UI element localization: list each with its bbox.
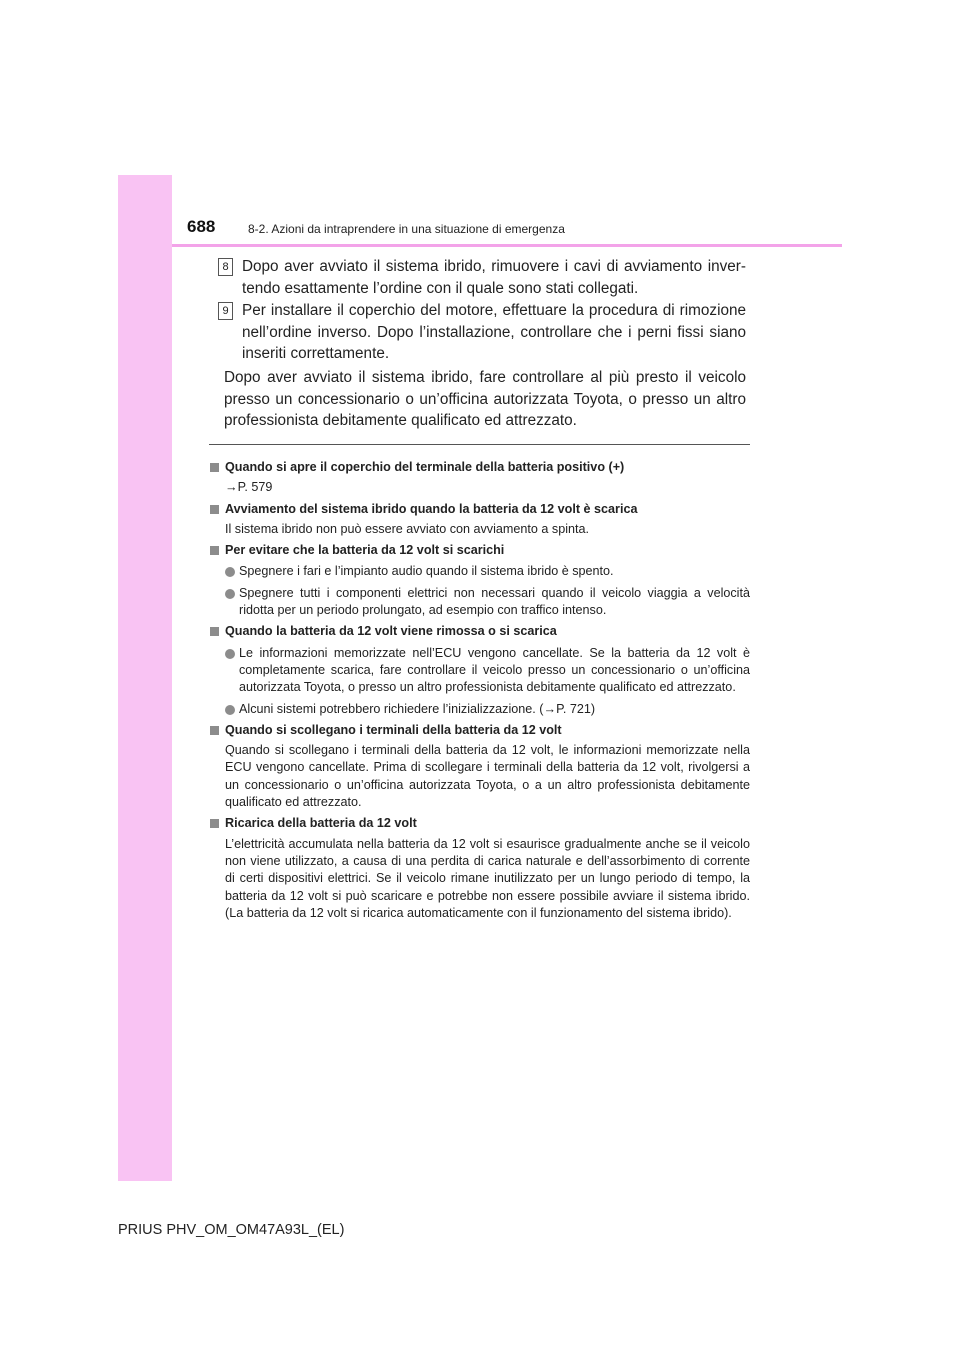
note-paragraph: Quando si scollegano i terminali della batteria da 12 volt, le informazioni memorizzate nella ECU vengono cancellate. Prima di scollegare i terminali della batteria da 12 volt, rivolgersi a un concessionario o un’officina autorizzata Toyota, o a un altro professionista debitamente qualificato ed attrezzato. <box>225 743 750 810</box>
square-bullet-icon <box>210 726 219 735</box>
note-bullet: Spegnere tutti i componenti elettrici non necessari quando il veicolo viaggia a velocità ridotta per un periodo prolungato, ad esempio con traffico intenso. <box>210 585 750 620</box>
note-paragraph: Il sistema ibrido non può essere avviato con avviamento a spinta. <box>225 521 590 536</box>
note-heading: Quando la batteria da 12 volt viene rimossa o si scarica <box>210 623 750 640</box>
note-heading: Avviamento del sistema ibrido quando la batteria da 12 volt è scarica <box>210 501 750 518</box>
page-number: 688 <box>187 217 216 236</box>
after-text: Dopo aver avviato il sistema ibrido, fare controllare al più presto il veicolo presso un concessionario o un’officina autorizzata Toyota, o presso un altro professionista debitamente qualificato ed attrezzato. <box>224 369 746 429</box>
note-bullet: Alcuni sistemi potrebbero richiedere l’inizializzazione. (→P. 721) <box>210 701 750 718</box>
note-bullet: Spegnere i fari e l’impianto audio quando il sistema ibrido è spento. <box>210 563 750 580</box>
square-bullet-icon <box>210 546 219 555</box>
step-number: 9 <box>218 302 233 320</box>
note-heading: Quando si apre il coperchio del terminale della batteria positivo (+) <box>210 459 750 476</box>
header-line <box>172 244 842 247</box>
step-8 <box>218 256 746 299</box>
square-bullet-icon <box>210 463 219 472</box>
notes-section <box>210 455 750 922</box>
note-paragraph: L’elettricità accumulata nella batteria da 12 volt si esaurisce gradualmente anche se il veicolo non viene utilizzato, a causa di una perdita di carica naturale e dell’assorbimento di corrente di certi dispositivi elettrici. Se il veicolo rimane inutilizzato per un lungo periodo di tempo, la batteria da 12 volt si può scaricare e potrebbe non essere possibile avviare il sistema ibrido. (La batteria da 12 volt si ricarica automaticamente con il funzionamento del sistema ibrido). <box>225 836 750 920</box>
circle-bullet-icon <box>225 589 235 599</box>
step-text: Per installare il coperchio del motore, effettuare la procedura di rimozione nell’ordine inverso. Dopo l’installazione, controllare che i perni fissi siano inseriti correttamente. <box>242 302 746 362</box>
step-9 <box>218 300 746 365</box>
note-heading: Per evitare che la batteria da 12 volt si scarichi <box>210 542 750 559</box>
footer-model-code: PRIUS PHV_OM_OM47A93L_(EL) <box>118 1222 345 1238</box>
square-bullet-icon <box>210 627 219 636</box>
step-text: Dopo aver avviato il sistema ibrido, rimuovere i cavi di avviamento invertendo esattamente l’ordine con il quale sono stati collegati. <box>242 258 746 297</box>
square-bullet-icon <box>210 819 219 828</box>
note-bullet: Le informazioni memorizzate nell’ECU vengono cancellate. Se la batteria da 12 volt è completamente scarica, fare controllare il veicolo presso un concessionario o un’officina autorizzata Toyota, o presso un altro professionista debitamente qualificato ed attrezzato. <box>210 645 750 697</box>
circle-bullet-icon <box>225 705 235 715</box>
note-heading: Quando si scollegano i terminali della batteria da 12 volt <box>210 722 750 739</box>
chapter-title: 8-2. Azioni da intraprendere in una situazione di emergenza <box>248 222 565 236</box>
step-number: 8 <box>218 258 233 276</box>
circle-bullet-icon <box>225 567 235 577</box>
circle-bullet-icon <box>225 649 235 659</box>
side-tab <box>118 175 172 1181</box>
note-heading: Ricarica della batteria da 12 volt <box>210 815 750 832</box>
square-bullet-icon <box>210 505 219 514</box>
section-divider <box>209 444 750 445</box>
note-reference: →P. 579 <box>225 480 273 495</box>
